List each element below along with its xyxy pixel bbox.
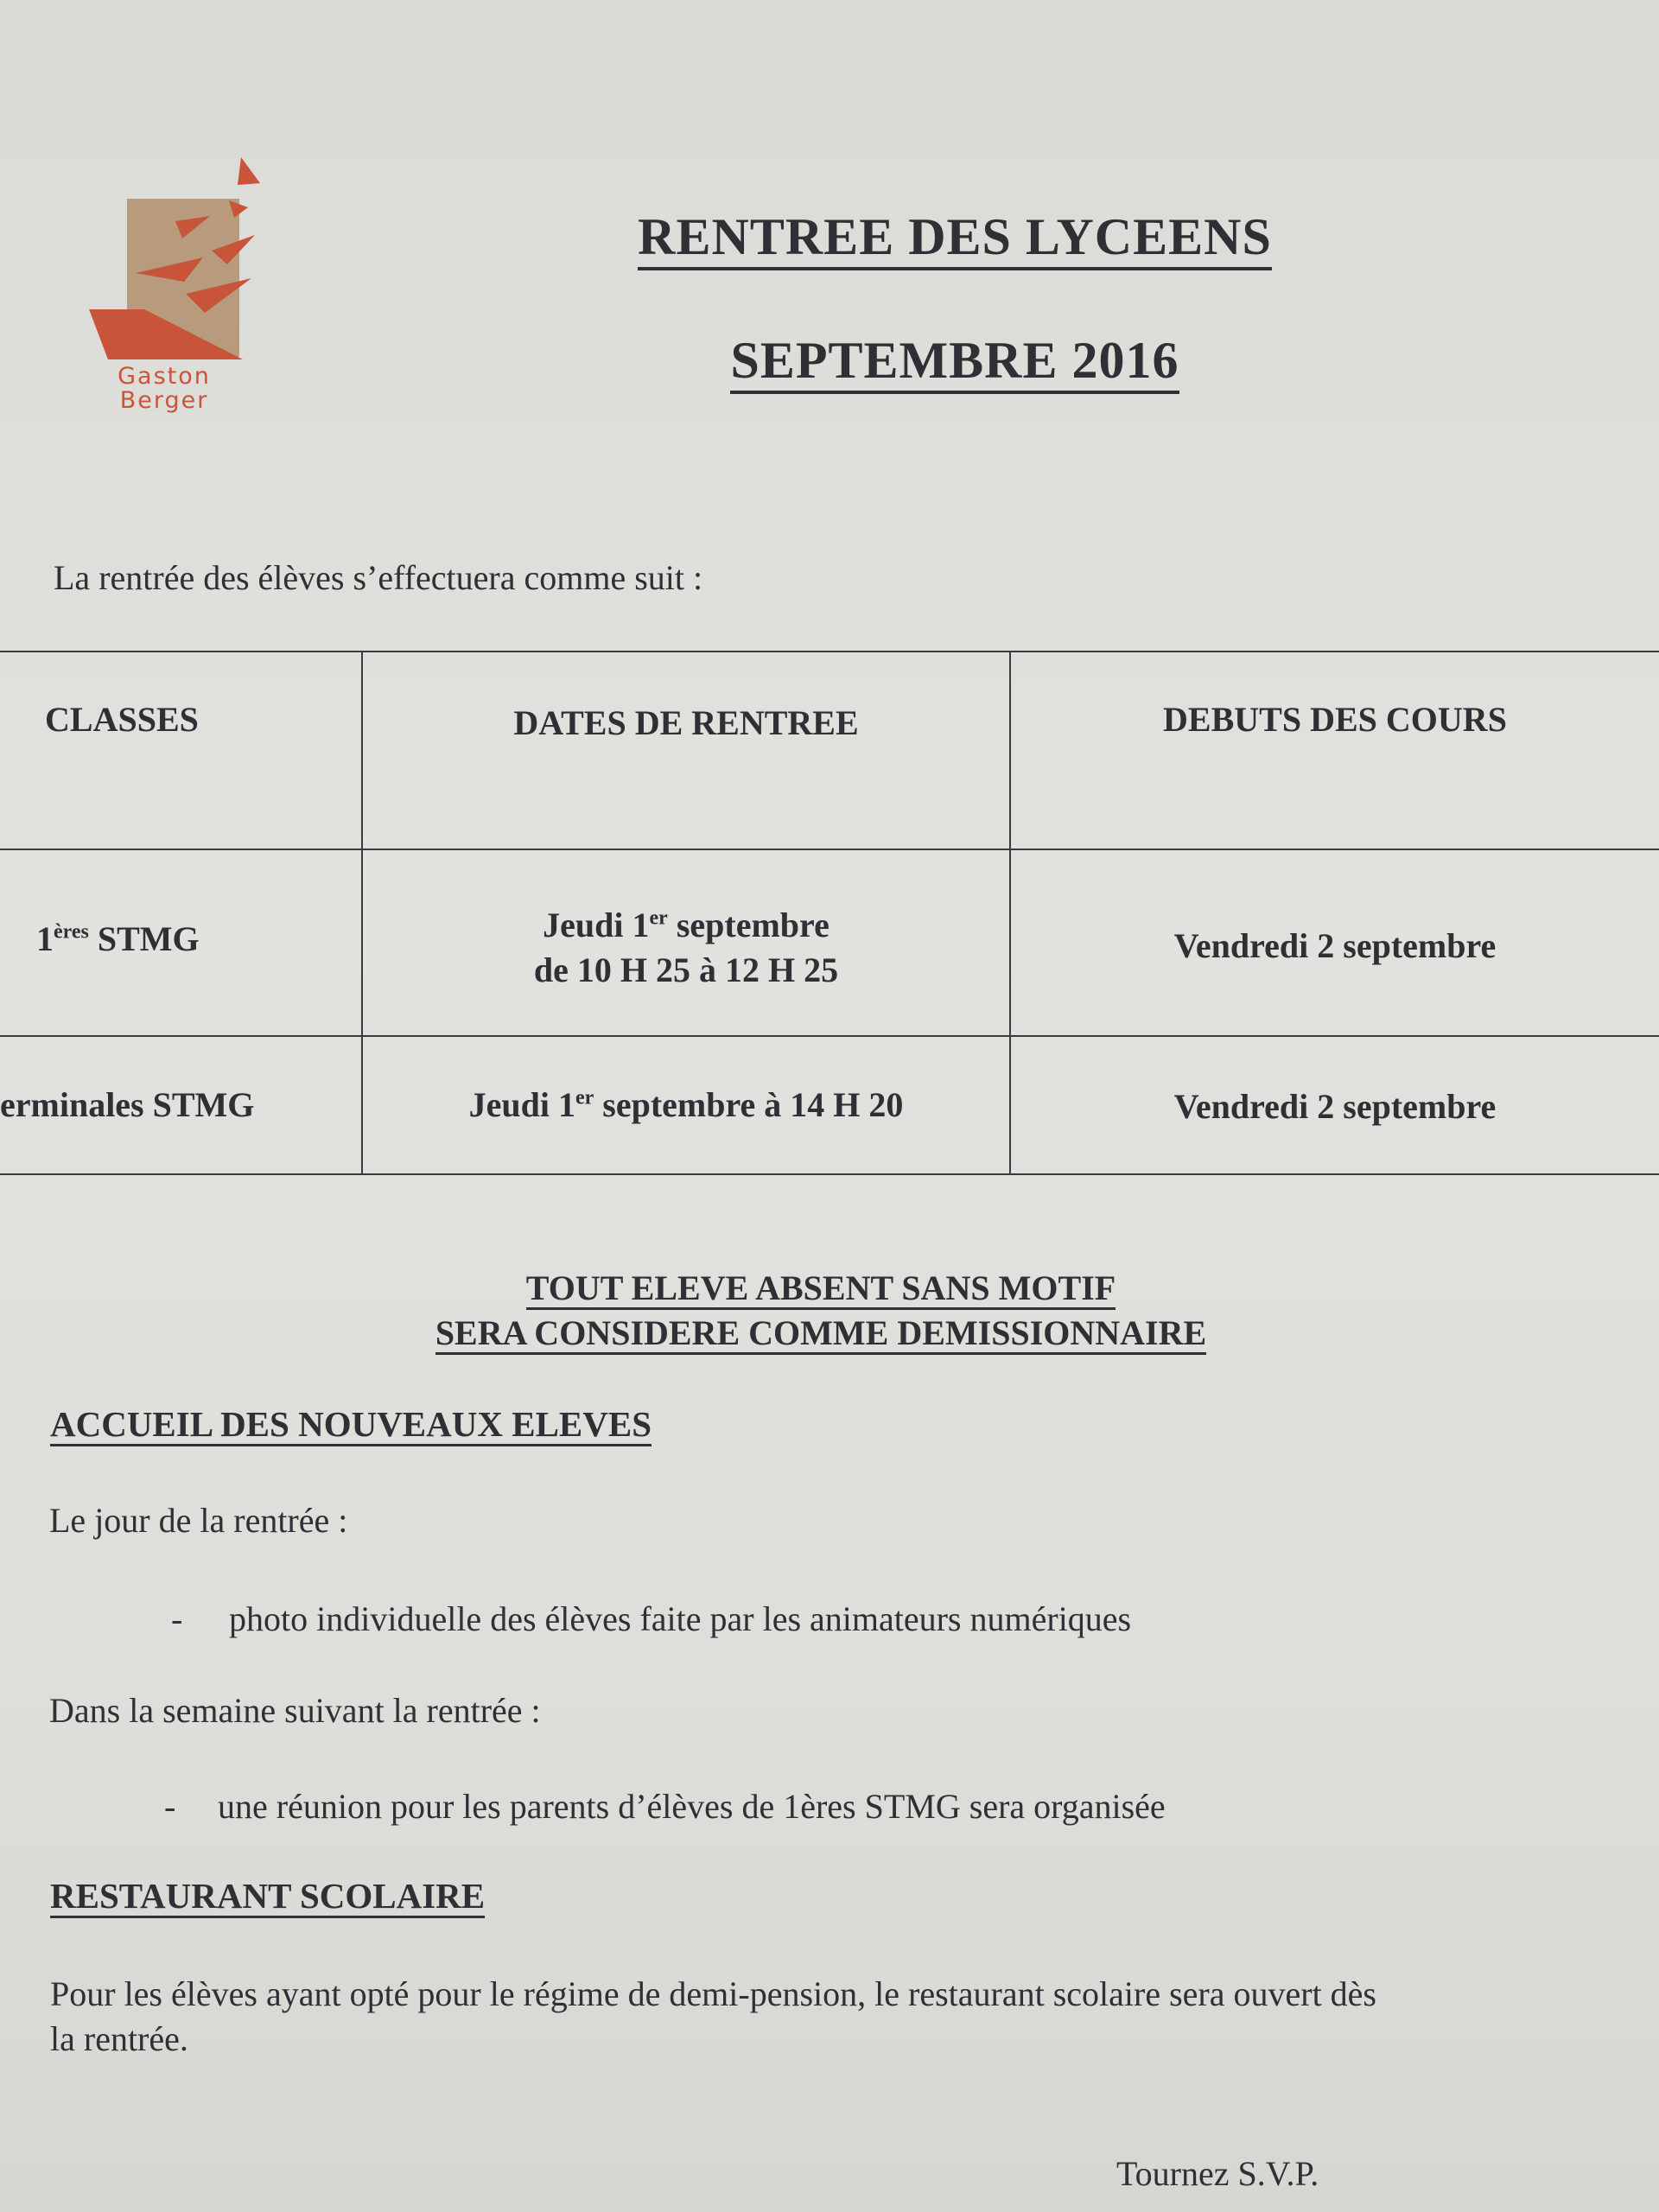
warning-line-2 xyxy=(346,1311,1296,1356)
bullet-dash: - xyxy=(171,1599,183,1638)
restaurant-heading xyxy=(50,1875,485,1916)
restaurant-paragraph xyxy=(50,1972,1640,2062)
row1-class-name: STMG xyxy=(88,919,200,958)
logo-text-berger: Berger xyxy=(119,387,209,414)
subtitle xyxy=(518,331,1391,391)
row2-date-day: Jeudi 1 xyxy=(468,1085,575,1124)
row2-date-rest: septembre à 14 H 20 xyxy=(594,1085,904,1124)
accueil-day-intro: Le jour de la rentrée : xyxy=(49,1501,348,1540)
row1-date-day: Jeudi 1 xyxy=(543,906,650,944)
row1-class-sup: ères xyxy=(54,920,89,944)
turn-over-note: Tournez S.V.P. xyxy=(1116,2154,1319,2193)
logo-text-gaston: Gaston xyxy=(118,363,211,390)
row2-class: erminales STMG xyxy=(0,1085,255,1124)
header-debuts: DEBUTS DES COURS xyxy=(1163,700,1507,739)
main-title xyxy=(518,207,1391,267)
warning-text-1: TOUT ELEVE ABSENT SANS MOTIF xyxy=(526,1268,1116,1310)
accueil-heading-text: ACCUEIL DES NOUVEAUX ELEVES xyxy=(50,1404,652,1446)
row2-date xyxy=(363,1083,1009,1128)
absence-warning xyxy=(346,1266,1296,1356)
row1-date-line1 xyxy=(363,903,1009,948)
row1-date-line2: de 10 H 25 à 12 H 25 xyxy=(533,950,839,989)
accueil-heading xyxy=(50,1403,652,1445)
restaurant-line-2: la rentrée. xyxy=(50,2019,188,2058)
table-border-header xyxy=(0,849,1659,850)
restaurant-heading-text: RESTAURANT SCOLAIRE xyxy=(50,1876,485,1918)
row1-class-number: 1 xyxy=(36,919,54,958)
row1-class xyxy=(36,917,200,962)
title-line-2: SEPTEMBRE 2016 xyxy=(730,332,1179,394)
header-classes: CLASSES xyxy=(45,700,199,739)
intro-text: La rentrée des élèves s’effectuera comme suit : xyxy=(54,558,703,597)
row1-date-month: septembre xyxy=(667,906,830,944)
row2-start: Vendredi 2 septembre xyxy=(1173,1087,1497,1126)
bullet-dash: - xyxy=(164,1787,176,1826)
row1-start: Vendredi 2 septembre xyxy=(1173,926,1497,965)
warning-line-1 xyxy=(346,1266,1296,1311)
accueil-week-intro: Dans la semaine suivant la rentrée : xyxy=(49,1691,541,1730)
accueil-week-item-text: une réunion pour les parents d’élèves de 1ères STMG sera organisée xyxy=(218,1787,1166,1826)
logo-mark xyxy=(82,156,276,363)
table-border-bottom xyxy=(0,1173,1659,1175)
warning-text-2: SERA CONSIDERE COMME DEMISSIONNAIRE xyxy=(435,1313,1206,1355)
schedule-table xyxy=(0,651,1659,1175)
school-logo xyxy=(82,156,276,415)
row1-date-sup: er xyxy=(649,906,668,930)
table-border-top xyxy=(0,651,1659,652)
accueil-day-item-text: photo individuelle des élèves faite par les animateurs numériques xyxy=(229,1599,1132,1638)
restaurant-line-1: Pour les élèves ayant opté pour le régime de demi-pension, le restaurant scolaire sera ouvert dès xyxy=(50,1974,1376,2013)
title-line-1: RENTREE DES LYCEENS xyxy=(638,208,1272,270)
table-border-row1 xyxy=(0,1035,1659,1037)
row2-date-sup: er xyxy=(575,1086,594,1109)
row1-date xyxy=(363,903,1009,993)
header-dates: DATES DE RENTREE xyxy=(513,703,859,742)
